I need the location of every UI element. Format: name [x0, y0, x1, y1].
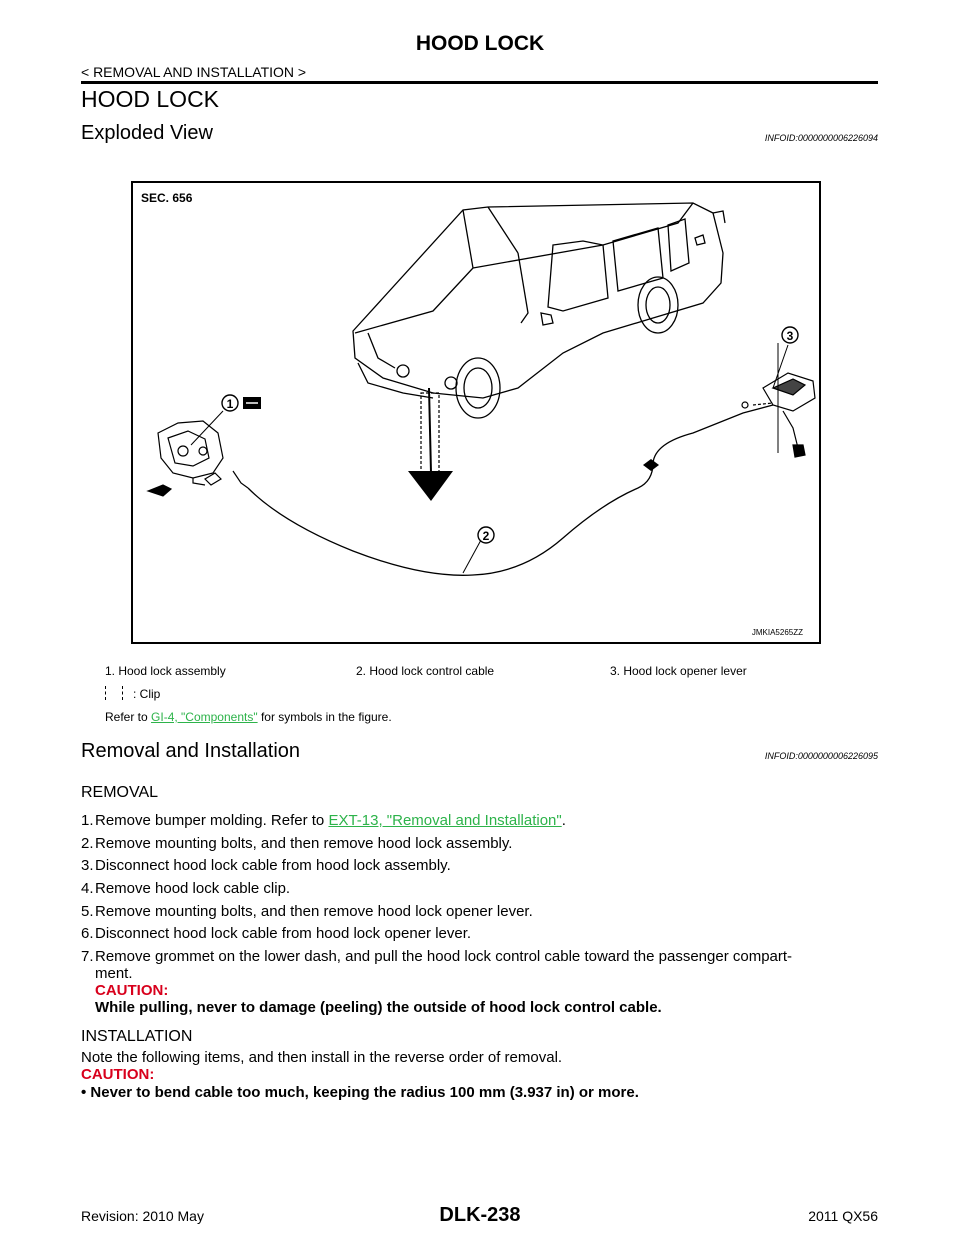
removal-step-2: 2. Remove mounting bolts, and then remove hood lock assembly. — [81, 835, 513, 852]
installation-note: Note the following items, and then install in the reverse order of removal. — [81, 1049, 563, 1066]
legend-clip: : Clip — [133, 687, 161, 701]
exploded-view-heading: Exploded View — [81, 122, 213, 144]
callout-1 — [222, 395, 238, 411]
svg-text:1: 1 — [226, 397, 234, 411]
ext-13-link[interactable]: EXT-13, "Removal and Installation" — [328, 812, 562, 829]
callout-3 — [782, 327, 798, 343]
callout-2 — [478, 527, 494, 543]
svg-text:3: 3 — [786, 329, 794, 343]
removal-step-6: 6. Disconnect hood lock cable from hood lock opener lever. — [81, 925, 472, 942]
exploded-view-illustration — [133, 183, 819, 642]
section-title: HOOD LOCK — [81, 86, 220, 112]
removal-title: REMOVAL — [81, 784, 159, 801]
header-rule — [81, 81, 878, 84]
exploded-view-info-id: INFOID:0000000006226094 — [764, 133, 878, 143]
page-header-title: HOOD LOCK — [415, 32, 545, 55]
removal-step-5: 5. Remove mounting bolts, and then remove hood lock opener lever. — [81, 903, 533, 920]
removal-step-7: 7. Remove grommet on the lower dash, and pull the hood lock control cable toward the passenger compart- ment. CAUTION: While pulling, never to damage (peeling) the outside of hood lock control cable. — [95, 948, 885, 1016]
grease-symbol-icon — [243, 397, 261, 409]
exploded-view-figure — [131, 181, 821, 644]
removal-caution-label: CAUTION: — [95, 982, 169, 999]
legend-item-1: 1. Hood lock assembly — [105, 664, 226, 678]
legend-item-3: 3. Hood lock opener lever — [610, 664, 747, 678]
removal-step-4: 4. Remove hood lock cable clip. — [81, 880, 291, 897]
clip-symbol-icon — [105, 686, 123, 700]
legend-item-2: 2. Hood lock control cable — [356, 664, 495, 678]
legend-refer: Refer to GI-4, "Components" for symbols in the figure. — [105, 710, 392, 724]
removal-installation-heading: Removal and Installation — [81, 740, 301, 762]
down-arrow-icon — [408, 388, 453, 501]
hood-lock-control-cable — [248, 405, 773, 575]
svg-text:2: 2 — [482, 529, 490, 543]
hood-lock-assembly-drawing — [148, 421, 248, 496]
figure-id: JMKIA5265ZZ — [751, 628, 803, 637]
installation-caution-text: • Never to bend cable too much, keeping the radius 100 mm (3.937 in) or more. — [81, 1084, 639, 1101]
removal-caution-text: While pulling, never to damage (peeling) the outside of hood lock control cable. — [95, 999, 662, 1016]
footer-model: 2011 QX56 — [808, 1208, 878, 1224]
footer-page-number: DLK-238 — [439, 1204, 521, 1226]
gi-4-components-link[interactable]: GI-4, "Components" — [151, 710, 258, 724]
breadcrumb: < REMOVAL AND INSTALLATION > — [81, 64, 307, 80]
vehicle-outline — [353, 203, 725, 418]
footer-revision: Revision: 2010 May — [81, 1208, 204, 1224]
removal-installation-info-id: INFOID:0000000006226095 — [764, 751, 878, 761]
installation-title: INSTALLATION — [81, 1028, 193, 1045]
grommet-icon — [643, 459, 659, 471]
removal-step-1: 1. Remove bumper molding. Refer to EXT-13, "Removal and Installation". — [81, 812, 566, 829]
removal-step-3: 3. Disconnect hood lock cable from hood lock assembly. — [81, 857, 451, 874]
figure-sec-label: SEC. 656 — [141, 191, 193, 205]
installation-caution-label: CAUTION: — [81, 1066, 155, 1083]
